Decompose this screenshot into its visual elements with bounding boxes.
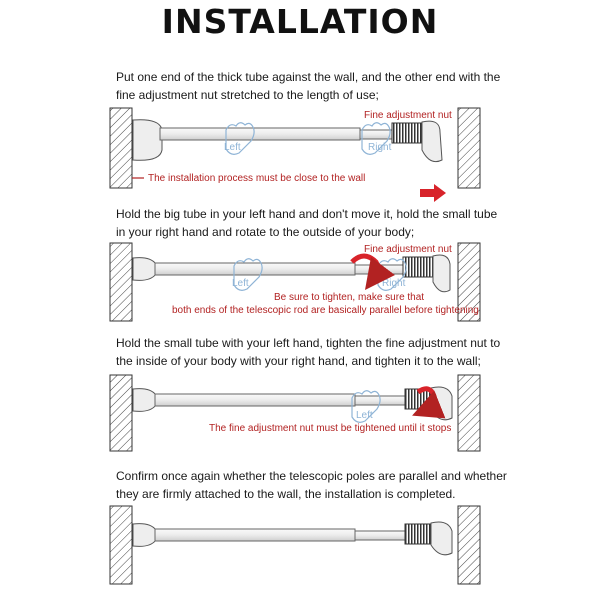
thin-tube: [360, 130, 392, 139]
left-wall-cup: [133, 120, 162, 161]
step-3-line-2: the inside of your body with your right hand, and tighten it to the wall;: [116, 354, 481, 368]
right-wall: [458, 375, 480, 451]
right-wall-cup: [422, 121, 442, 162]
left-label: Left: [356, 410, 373, 421]
left-label: Left: [232, 278, 249, 289]
step-1-diagram: [110, 108, 480, 202]
step-2-diagram: [110, 243, 480, 321]
left-wall: [110, 375, 132, 451]
step-4-diagram: [110, 506, 480, 584]
step-2-note-line-2: both ends of the telescopic rod are basically parallel before tightening: [172, 305, 479, 316]
step-3-diagram: [110, 375, 480, 451]
fine-adjustment-nut: [392, 123, 422, 143]
thick-tube: [155, 394, 355, 406]
right-wall: [458, 108, 480, 188]
right-label: Right: [368, 142, 392, 153]
left-wall-cup: [133, 389, 156, 412]
step-2-note-line-1: Be sure to tighten, make sure that: [274, 292, 425, 303]
step-4-line-2: they are firmly attached to the wall, the installation is completed.: [116, 487, 456, 501]
page-title: INSTALLATION: [161, 2, 439, 41]
left-wall: [110, 243, 132, 321]
step-2-line-2: in your right hand and rotate to the outside of your body;: [116, 225, 415, 239]
left-label: Left: [224, 142, 241, 153]
direction-arrow-icon: [420, 184, 446, 202]
step-2-line-1: Hold the big tube in your left hand and don't move it, hold the small tube: [116, 207, 498, 221]
right-wall-cup: [431, 522, 452, 555]
step-4-line-1: Confirm once again whether the telescopic poles are parallel and whether: [116, 469, 507, 483]
left-wall-cup: [133, 258, 156, 281]
fine-adjustment-nut: [405, 524, 431, 544]
nut-label: Fine adjustment nut: [364, 110, 452, 121]
fine-adjustment-nut: [403, 257, 433, 277]
thick-tube: [160, 128, 360, 140]
step-1-line-1: Put one end of the thick tube against the wall, and the other end with the: [116, 70, 501, 84]
left-wall-cup: [133, 524, 156, 547]
right-label: Right: [382, 278, 406, 289]
step-3-line-1: Hold the small tube with your left hand, tighten the fine adjustment nut to: [116, 336, 501, 350]
left-wall: [110, 108, 132, 188]
thin-tube: [355, 531, 405, 540]
right-wall: [458, 506, 480, 584]
nut-label: Fine adjustment nut: [364, 244, 452, 255]
step-3-note: The fine adjustment nut must be tightened until it stops: [209, 423, 452, 434]
step-1-line-2: fine adjustment nut stretched to the length of use;: [116, 88, 379, 102]
thick-tube: [155, 529, 355, 541]
right-wall-cup: [433, 255, 450, 292]
step-1-note: The installation process must be close to the wall: [148, 173, 366, 184]
thick-tube: [155, 263, 355, 275]
left-wall: [110, 506, 132, 584]
